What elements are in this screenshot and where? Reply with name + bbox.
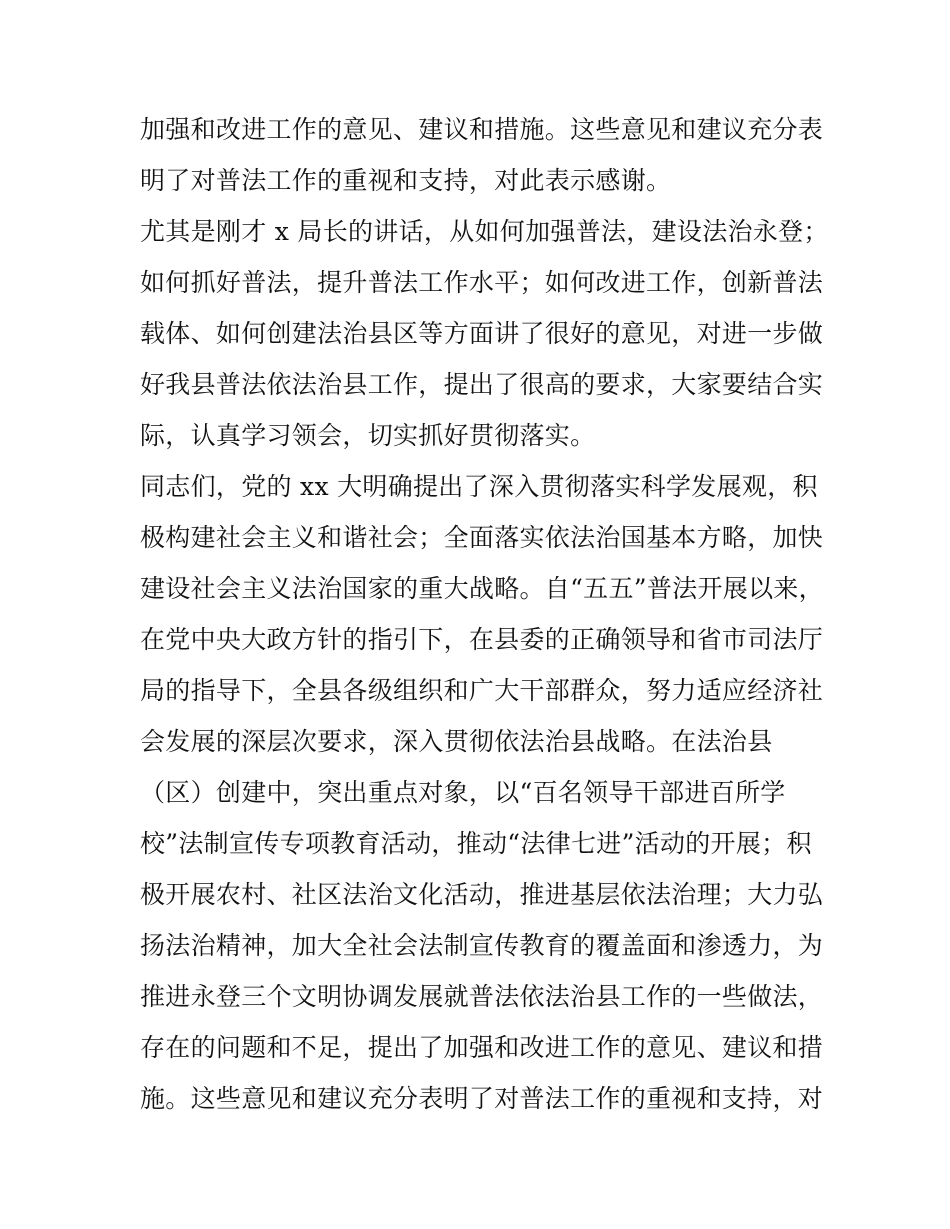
text-line: 推进永登三个文明协调发展就普法依法治县工作的一些做法，	[140, 982, 824, 1011]
text-line: 在党中央大政方针的指引下，在县委的正确领导和省市司法厅	[140, 625, 824, 654]
text-line: 扬法治精神，加大全社会法制宣传教育的覆盖面和渗透力，为	[140, 931, 824, 960]
text-line: （区）创建中，突出重点对象，以“百名领导干部进百所学	[140, 778, 786, 807]
text-line: 加强和改进工作的意见、建议和措施。这些意见和建议充分表	[140, 115, 824, 144]
text-line: 施。这些意见和建议充分表明了对普法工作的重视和支持，对	[140, 1084, 824, 1113]
text-line: 建设社会主义法治国家的重大战略。自“五五”普法开展以来，	[140, 574, 824, 603]
text-line: 校”法制宣传专项教育活动，推动“法律七进”活动的开展；积	[140, 829, 812, 858]
text-line: 际，认真学习领会，切实抓好贯彻落实。	[140, 421, 596, 450]
text-line: 好我县普法依法治县工作，提出了很高的要求，大家要结合实	[140, 370, 824, 399]
text-line: 极构建社会主义和谐社会；全面落实依法治国基本方略，加快	[140, 523, 824, 552]
text-line: 载体、如何创建法治县区等方面讲了很好的意见，对进一步做	[140, 319, 824, 348]
text-line: 会发展的深层次要求，深入贯彻依法治县战略。在法治县	[140, 727, 773, 756]
text-line: 同志们，党的 xx 大明确提出了深入贯彻落实科学发展观，积	[140, 472, 818, 501]
text-line: 存在的问题和不足，提出了加强和改进工作的意见、建议和措	[140, 1033, 824, 1062]
text-line: 尤其是刚才 x 局长的讲话，从如何加强普法，建设法治永登；	[140, 217, 829, 246]
text-line: 局的指导下，全县各级组织和广大干部群众，努力适应经济社	[140, 676, 824, 705]
text-line: 极开展农村、社区法治文化活动，推进基层依法治理；大力弘	[140, 880, 824, 909]
text-line: 如何抓好普法，提升普法工作水平；如何改进工作，创新普法	[140, 268, 824, 297]
text-line: 明了对普法工作的重视和支持，对此表示感谢。	[140, 166, 672, 195]
